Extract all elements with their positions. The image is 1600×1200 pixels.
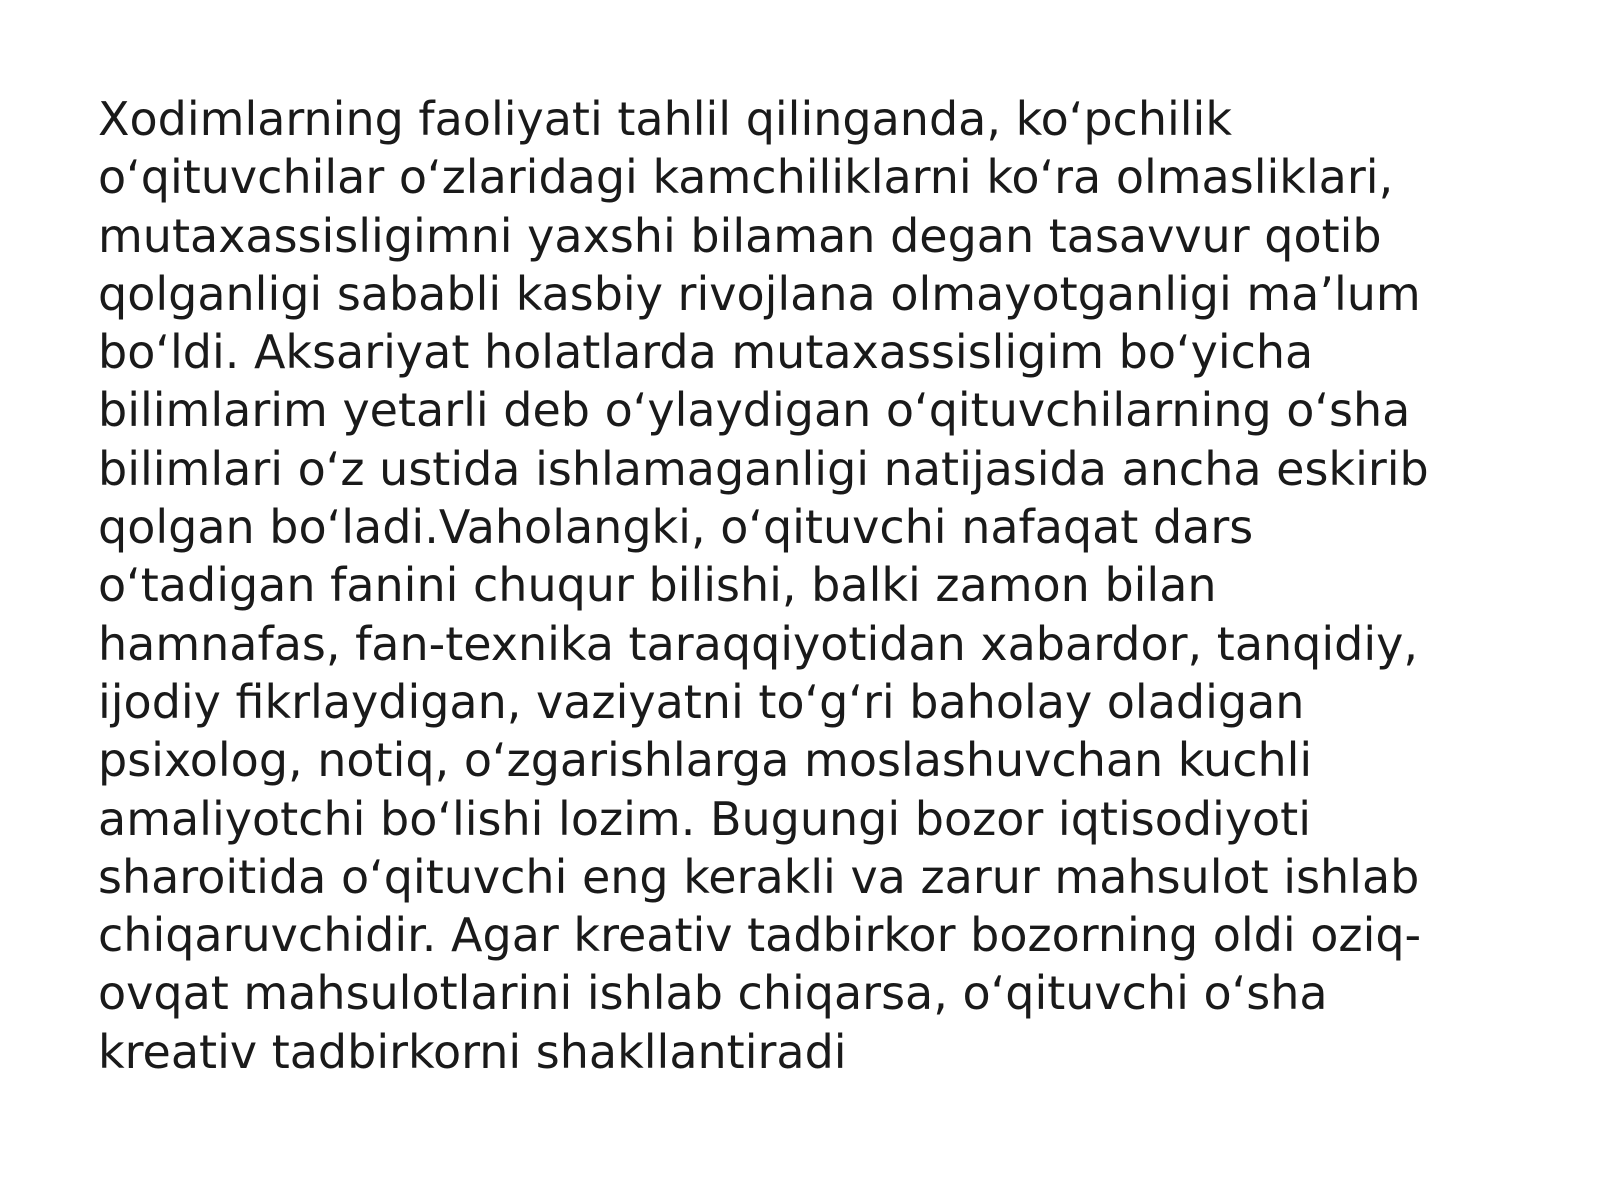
body-paragraph <box>98 90 1538 1081</box>
paragraph-line: oʻtadigan fanini chuqur bilishi, balki zamon bilan <box>98 558 1217 613</box>
paragraph-line: oʻqituvchilar oʻzlaridagi kamchiliklarni koʻra olmasliklari, <box>98 150 1394 205</box>
paragraph-line: amaliyotchi boʻlishi lozim. Bugungi bozor iqtisodiyoti <box>98 791 1312 846</box>
paragraph-line: mutaxassisligimni yaxshi bilaman degan tasavvur qotib <box>98 208 1382 263</box>
paragraph-line: ovqat mahsulotlarini ishlab chiqarsa, oʻqituvchi oʻsha <box>98 966 1328 1021</box>
paragraph-line: bilimlari oʻz ustida ishlamaganligi natijasida ancha eskirib <box>98 441 1429 496</box>
paragraph-line: psixolog, notiq, oʻzgarishlarga moslashuvchan kuchli <box>98 733 1313 788</box>
paragraph-line: hamnafas, fan-texnika taraqqiyotidan xabardor, tanqidiy, <box>98 616 1418 671</box>
paragraph-line: bilimlarim yetarli deb oʻylaydigan oʻqituvchilarning oʻsha <box>98 383 1411 438</box>
paragraph-line: qolgan boʻladi.Vaholangki, oʻqituvchi nafaqat dars <box>98 500 1254 555</box>
paragraph-line: kreativ tadbirkorni shakllantiradi <box>98 1024 847 1079</box>
paragraph-line: ijodiy fikrlaydigan, vaziyatni toʻgʻri baholay oladigan <box>98 674 1305 729</box>
paragraph-line: sharoitida oʻqituvchi eng kerakli va zarur mahsulot ishlab <box>98 849 1420 904</box>
paragraph-line: boʻldi. Aksariyat holatlarda mutaxassisligim boʻyicha <box>98 325 1314 380</box>
paragraph-line: qolganligi sababli kasbiy rivojlana olmayotganligi maʼlum <box>98 266 1421 321</box>
paragraph-line: chiqaruvchidir. Agar kreativ tadbirkor bozorning oldi oziq- <box>98 908 1422 963</box>
paragraph-line: Xodimlarning faoliyati tahlil qilinganda, koʻpchilik <box>98 92 1232 146</box>
